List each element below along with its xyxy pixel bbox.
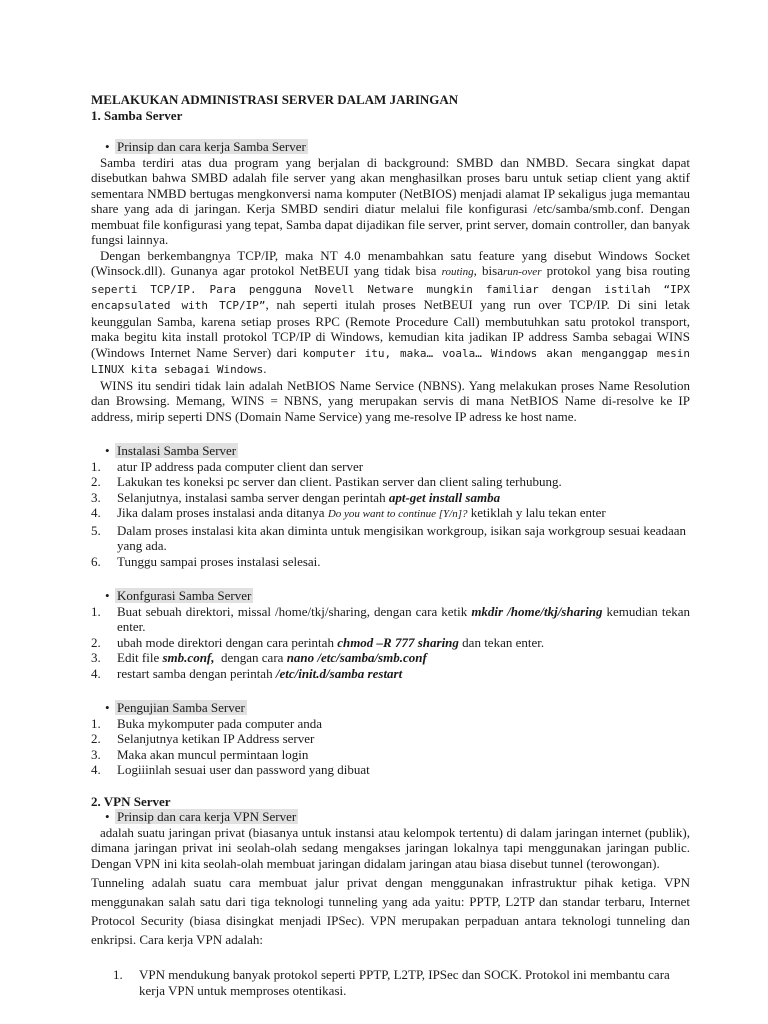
bullet-pengujian-samba bbox=[105, 700, 690, 716]
paragraph-tcpip: Dengan berkembangnya TCP/IP, maka NT 4.0 menambahkan satu feature yang disebut Windows Socket (Winsock.dll). Gunanya agar protokol NetBEUI yang tidak bisa routing, bisarun-over protokol yang bisa routing seperti TCP/IP. Para pengguna Novell Netware mungkin familiar dengan istilah “IPX encapsulated with TCP/IP”, nah seperti itulah proses NetBEUI yang run over TCP/IP. Di sini letak keunggulan Samba, karena setiap proses RPC (Remote Procedure Call) membutuhkan satu protokol transport, maka begitu kita install protokol TCP/IP di Windows, kemudian kita jadikan IP address Samba sebagai WINS (Windows Internet Name Server) dari komputer itu, maka… voala… Windows akan menganggap mesin LINUX kita sebagai Windows. bbox=[91, 247, 690, 376]
bullet-label: Prinsip dan cara kerja Samba Server bbox=[117, 139, 306, 154]
test-steps-list bbox=[91, 716, 690, 778]
list-item: 2. ubah mode direktori dengan cara perintah chmod –R 777 sharing dan tekan enter. bbox=[91, 634, 545, 650]
command-text: /etc/init.d/samba restart bbox=[275, 665, 403, 681]
bullet-icon: • bbox=[105, 700, 110, 715]
list-item: 2. Lakukan tes koneksi pc server dan client. Pastikan server dan client saling terhubung. bbox=[91, 474, 562, 489]
bullet-prinsip-vpn bbox=[105, 809, 690, 825]
list-item: 5. Dalam proses instalasi kita akan diminta untuk mengisikan workgroup, isikan saja workgroup sesuai keadaan yang ada. bbox=[91, 522, 686, 553]
list-item: 1. Buat sebuah direktori, missal /home/tkj/sharing, dengan cara ketik mkdir /home/tkj/sharing kemudian tekan enter. bbox=[91, 603, 690, 634]
bullet-label: Konfgurasi Samba Server bbox=[117, 588, 252, 603]
bullet-icon: • bbox=[105, 588, 110, 603]
bullet-label: Instalasi Samba Server bbox=[117, 443, 237, 458]
command-text: nano /etc/samba/smb.conf bbox=[286, 650, 427, 665]
list-item: 3. Selanjutnya, instalasi samba server dengan perintah apt-get install samba bbox=[91, 489, 501, 505]
command-text: mkdir /home/tkj/sharing bbox=[471, 603, 603, 619]
section-heading-samba: 1. Samba Server bbox=[91, 107, 183, 123]
bullet-label: Pengujian Samba Server bbox=[117, 700, 245, 715]
config-steps-list bbox=[91, 604, 690, 682]
list-item: 4. Logiiinlah sesuai user dan password yang dibuat bbox=[91, 762, 370, 777]
paragraph-vpn-definition: adalah suatu jaringan privat (biasanya untuk instansi atau kelompok tertentu) di dalam jaringan internet (publik), dimana jaringan privat ini seolah-olah sedang mengakses jaringan lokalnya tapi menggunakan jaringan public. Dengan VPN ini kita seolah-olah membuat jaringan didalam jaringan atau biasa disebut tunnel (terowongan). bbox=[91, 824, 690, 871]
section-heading-vpn: 2. VPN Server bbox=[91, 793, 171, 809]
list-item: 4. Jika dalam proses instalasi anda ditanya Do you want to continue [Y/n]? ketiklah y lalu tekan enter bbox=[91, 505, 606, 520]
list-item: 1. Buka mykomputer pada computer anda bbox=[91, 715, 323, 731]
bullet-instalasi-samba bbox=[105, 443, 690, 459]
paragraph-tunneling: Tunneling adalah suatu cara membuat jalur privat dengan menggunakan infrastruktur pihak ketiga. VPN menggunakan salah satu dari tiga teknologi tunneling yang ada yaitu: PPTP, L2TP dan standar terbaru, Internet Protocol Security (biasa disingkat menjadi IPSec). VPN merupakan perpaduan antara teknologi tunneling dan enkripsi. Cara kerja VPN adalah: bbox=[91, 875, 690, 947]
command-text: apt-get install samba bbox=[388, 489, 501, 505]
document-title: MELAKUKAN ADMINISTRASI SERVER DALAM JARINGAN bbox=[91, 92, 459, 107]
list-item: 3. Edit file smb.conf, dengan cara nano /etc/samba/smb.conf bbox=[91, 650, 427, 665]
vpn-steps-list bbox=[91, 967, 690, 998]
list-item: 6. Tunggu sampai proses instalasi selesai. bbox=[91, 553, 321, 569]
paragraph-wins: WINS itu sendiri tidak lain adalah NetBIOS Name Service (NBNS). Yang melakukan proses Name Resolution dan Browsing. Memang, WINS = NBNS, yang merupakan servis di mana NetBIOS Name di-resolve ke IP address, mirip seperti DNS (Domain Name Service) yang me-resolve IP adress ke host name. bbox=[91, 377, 690, 424]
install-steps-list bbox=[91, 459, 690, 570]
bullet-konfigurasi-samba bbox=[105, 588, 690, 604]
paragraph-samba-intro: Samba terdiri atas dua program yang berjalan di background: SMBD dan NMBD. Secara singkat dapat disebutkan bahwa SMBD adalah file server yang akan menghasilkan proses baru untuk setiap client yang aktif sementara NMBD bertugas mengkonversi nama komputer (NetBIOS) menjadi alamat IP sekaligus juga memantau share yang ada di jaringan. Kerja SMBD sendiri diatur melalui file konfigurasi /etc/samba/smb.conf. Dengan membuat file konfigurasi yang tepat, Samba dapat dijadikan file server, print server, domain controller, dan banyak fungsi lainnya. bbox=[91, 154, 690, 247]
list-item: 3. Maka akan muncul permintaan login bbox=[91, 746, 309, 762]
bullet-icon: • bbox=[105, 139, 110, 154]
bullet-icon: • bbox=[105, 443, 110, 458]
prompt-text: Do you want to continue [Y/n]? bbox=[327, 508, 468, 520]
command-text: smb.conf, bbox=[162, 650, 215, 665]
list-item: 4. restart samba dengan perintah /etc/init.d/samba restart bbox=[91, 665, 403, 681]
list-item: 2. Selanjutnya ketikan IP Address server bbox=[91, 731, 315, 746]
list-item: 1. VPN mendukung banyak protokol seperti PPTP, L2TP, IPSec dan SOCK. Protokol ini membantu cara kerja VPN untuk memproses otentikasi. bbox=[113, 967, 670, 998]
bullet-label: Prinsip dan cara kerja VPN Server bbox=[117, 809, 297, 824]
command-text: chmod –R 777 sharing bbox=[337, 634, 459, 650]
bullet-prinsip-samba bbox=[105, 139, 690, 155]
list-item: 1. atur IP address pada computer client dan server bbox=[91, 458, 364, 474]
bullet-icon: • bbox=[105, 809, 110, 824]
